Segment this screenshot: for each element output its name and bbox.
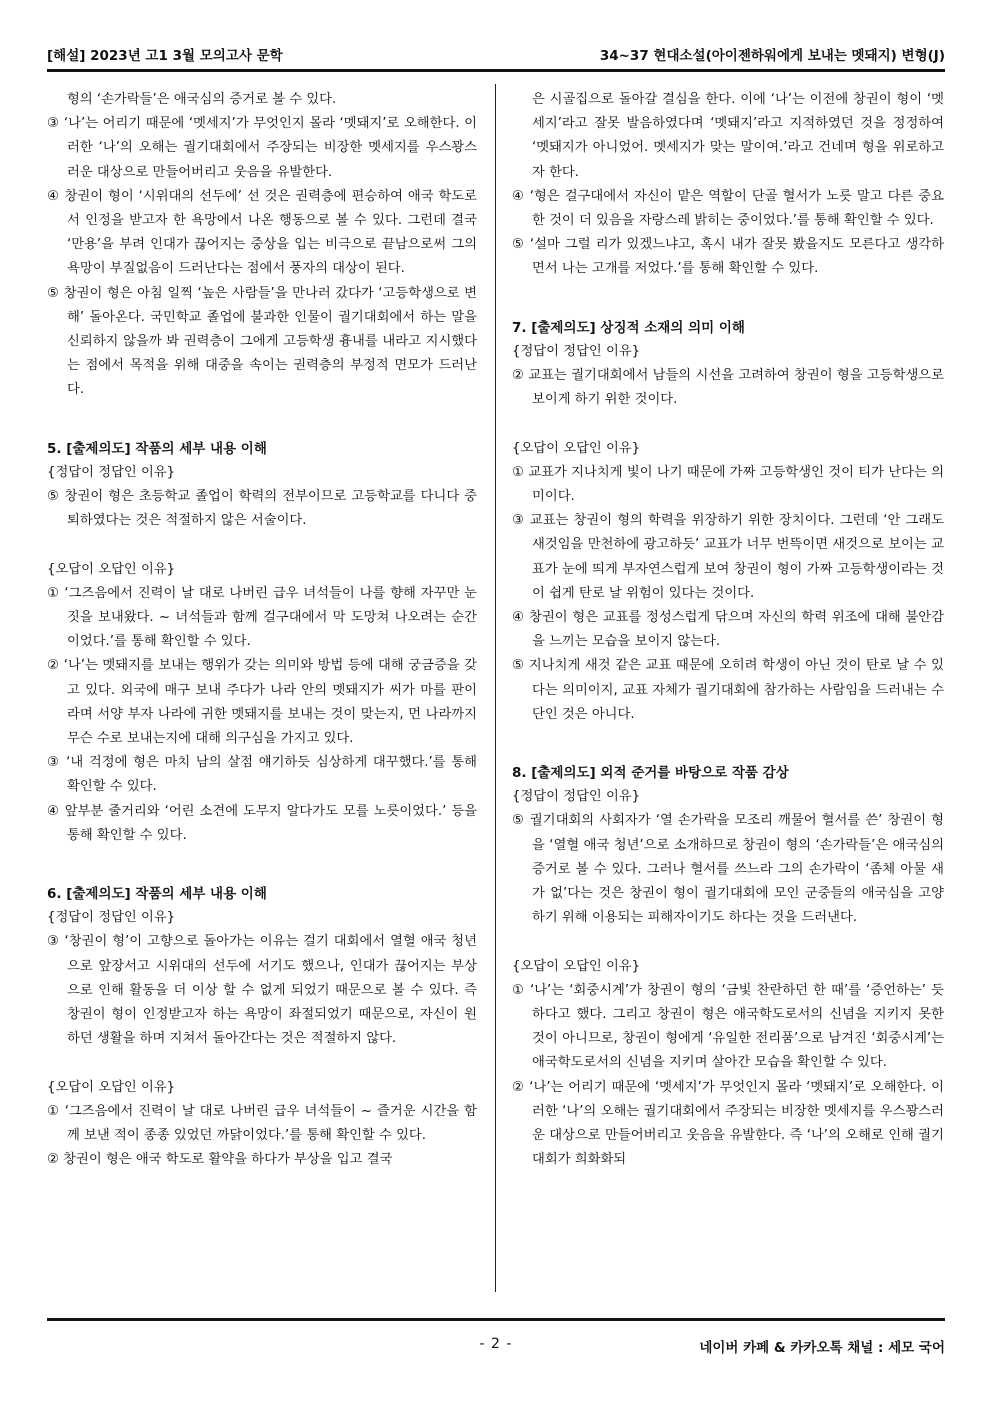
wrong-heading: {오답이 오답인 이유} bbox=[512, 958, 641, 974]
correct-heading: {정답이 정답인 이유} bbox=[47, 910, 176, 926]
column-divider bbox=[495, 84, 496, 1292]
paragraph: 형의 ‘손가락들’은 애국심의 증거로 볼 수 있다. bbox=[67, 92, 337, 107]
wrong-item: ① ‘그즈음에서 진력이 날 대로 나버린 급우 녀석들이 ~ 즐거운 시간을 함께 보낸 적이 종종 있었던 까닭이었다.’를 통해 확인할 수 있다. bbox=[47, 1103, 477, 1144]
wrong-heading: {오답이 오답인 이유} bbox=[512, 440, 641, 456]
page-header bbox=[47, 44, 945, 66]
header-subtitle: 34~37 현대소설(아이젠하워에게 보내는 멧돼지) 변형(J) bbox=[599, 48, 945, 64]
answer-item: ④ ‘형은 걸구대에서 자신이 맡은 역할이 단골 혈서가 노릇 말고 다른 중요한 것이 더 있음을 자랑스레 밝히는 중이었다.’를 통해 확인할 수 있다. bbox=[512, 188, 944, 229]
answer-item: ⑤ 창권이 형은 아침 일찍 ‘높은 사람들’을 만나러 갔다가 ‘고등학생으로 변해’ 돌아온다. 국민학교 졸업에 불과한 인물이 궐기대회에서 하는 말을 신뢰하지 않을까 봐 권력층이 그에게 고등학생 흉내를 내라고 지시했다는 점에서 목적을 위해 대중을 속이는 권력층의 부정적 면모가 드러난다. bbox=[47, 285, 477, 398]
wrong-heading: {오답이 오답인 이유} bbox=[47, 1079, 176, 1095]
footer-rule bbox=[47, 1318, 945, 1321]
header-rule bbox=[47, 69, 945, 72]
correct-heading: {정답이 정답인 이유} bbox=[512, 789, 641, 805]
paragraph: 은 시골집으로 돌아갈 결심을 한다. 이에 ‘나’는 이전에 창권이 형이 ‘멧세지’라고 잘못 발음하였다며 ‘멧돼지’라고 지적하였던 것을 정정하여 ‘멧돼지가 아니었어. 멧세지가 맞는 말이여.’라고 건네며 형을 위로하고자 한다. bbox=[532, 92, 944, 180]
correct-heading: {정답이 정답인 이유} bbox=[47, 464, 176, 480]
footer-channel: 네이버 카페 & 카카오톡 채널 : 세모 국어 bbox=[699, 1340, 945, 1356]
wrong-item: ① 교표가 지나치게 빛이 나기 때문에 가짜 고등학생인 것이 티가 난다는 의미이다. bbox=[512, 464, 944, 505]
wrong-item: ① ‘나’는 ‘회중시계’가 창권이 형의 ‘금빛 찬란하던 한 때’를 ‘증언하는’ 듯하다고 했다. 그리고 창권이 형은 애국학도로서의 신념을 지키지 못한 것이 아니므로, 창권이 형에게 ‘유일한 전리품’으로 남겨진 ‘회중시계’는 애국학도로서의 신념을 지키며 살아간 모습을 확인할 수 있다. bbox=[512, 982, 944, 1071]
answer-item: ③ ‘나’는 어리기 때문에 ‘멧세지’가 무엇인지 몰라 ‘멧돼지’로 오해한다. 이러한 ‘나’의 오해는 궐기대회에서 주장되는 비장한 멧세지를 우스꽝스러운 대상으로 만들어버리고 웃음을 유발한다. bbox=[47, 116, 477, 180]
wrong-item: ④ 앞부분 줄거리와 ‘어린 소견에 도무지 알다가도 모를 노릇이었다.’ 등을 통해 확인할 수 있다. bbox=[47, 803, 477, 843]
correct-item: ③ ‘창권이 형’이 고향으로 돌아가는 이유는 걸기 대회에서 열혈 애국 청년으로 앞장서고 시위대의 선두에 서기도 했으나, 인대가 끊어지는 부상으로 인해 활동을 더 이상 할 수 없게 되었기 때문으로 볼 수 있다. 즉 창권이 형이 인정받고자 하는 욕망이 좌절되었기 때문으로, 자신이 원하던 생활을 하며 지쳐서 돌아간다는 것은 적절하지 않다. bbox=[47, 934, 477, 1047]
wrong-item: ③ 교표는 창권이 형의 학력을 위장하기 위한 장치이다. 그런데 ‘안 그래도 새것임을 만천하에 광고하듯’ 교표가 너무 번뜩이면 새것으로 보이는 교표가 눈에 띄게 부자연스럽게 보여 창권이 형이 가짜 고등학생이라는 것이 쉽게 탄로 날 위험이 있다는 것이다. bbox=[512, 513, 944, 601]
wrong-heading: {오답이 오답인 이유} bbox=[47, 561, 176, 577]
question-7-title: 7. [출제의도] 상징적 소재의 의미 이해 bbox=[512, 319, 745, 336]
page-number: - 2 - bbox=[479, 1336, 513, 1352]
question-6-title: 6. [출제의도] 작품의 세부 내용 이해 bbox=[47, 886, 267, 903]
answer-item: ⑤ ‘설마 그럴 리가 있겠느냐고, 혹시 내가 잘못 봤을지도 모른다고 생각하면서 나는 고개를 저었다.’를 통해 확인할 수 있다. bbox=[512, 237, 944, 277]
correct-item: ② 교표는 궐기대회에서 남들의 시선을 고려하여 창권이 형을 고등학생으로 보이게 하기 위한 것이다. bbox=[512, 368, 944, 408]
question-8-title: 8. [출제의도] 외적 준거를 바탕으로 작품 감상 bbox=[512, 765, 789, 782]
wrong-item: ④ 창권이 형은 교표를 정성스럽게 닦으며 자신의 학력 위조에 대해 불안감을 느끼는 모습을 보이지 않는다. bbox=[512, 610, 944, 650]
wrong-item: ③ ‘내 걱정에 형은 마치 남의 살점 얘기하듯 심상하게 대꾸했다.’를 통해 확인할 수 있다. bbox=[47, 755, 477, 795]
wrong-item: ② ‘나’는 어리기 때문에 ‘멧세지’가 무엇인지 몰라 ‘멧돼지’로 오해한다. 이러한 ‘나’의 오해는 궐기대회에서 주장되는 비장한 멧세지를 우스꽝스러운 대상으로 만들어버리고 웃음을 유발한다. 즉 ‘나’의 오해로 인해 궐기대회가 희화화되 bbox=[512, 1079, 944, 1168]
wrong-item: ① ‘그즈음에서 진력이 날 대로 나버린 급우 녀석들이 나를 향해 자꾸만 눈짓을 보내왔다. ~ 녀석들과 함께 걸구대에서 막 도망쳐 나오려는 순간이었다.’를 통해 확인할 수 있다. bbox=[47, 585, 477, 650]
correct-item: ⑤ 창권이 형은 초등학교 졸업이 학력의 전부이므로 고등학교를 다니다 중퇴하였다는 것은 적절하지 않은 서술이다. bbox=[47, 489, 477, 529]
correct-heading: {정답이 정답인 이유} bbox=[512, 343, 641, 359]
wrong-item: ② 창권이 형은 애국 학도로 활약을 하다가 부상을 입고 결국 bbox=[47, 1152, 393, 1168]
wrong-item: ⑤ 지나치게 새것 같은 교표 때문에 오히려 학생이 아닌 것이 탄로 날 수 있다는 의미이지, 교표 자체가 궐기대회에 참가하는 사람임을 드러내는 수단인 것은 아니다. bbox=[512, 658, 944, 722]
left-column bbox=[47, 88, 477, 1173]
right-column bbox=[512, 88, 944, 1173]
wrong-item: ② ‘나’는 멧돼지를 보내는 행위가 갖는 의미와 방법 등에 대해 궁금증을 갖고 있다. 외국에 매구 보내 주다가 나라 안의 멧돼지가 씨가 마를 판이라며 서양 부자 나라에 귀한 멧돼지를 보내는 것이 맞는지, 먼 나라까지 무슨 수로 보내는지에 대해 의구심을 가지고 있다. bbox=[47, 658, 477, 747]
answer-item: ④ 창권이 형이 ‘시위대의 선두에’ 선 것은 권력층에 편승하여 애국 학도로서 인정을 받고자 한 욕망에서 나온 행동으로 볼 수 있다. 그런데 결국 ‘만용’을 부려 인대가 끊어지는 중상을 입는 비극으로 끝남으로써 그의 욕망이 부질없음이 드러난다는 점에서 풍자의 대상이 된다. bbox=[47, 188, 477, 277]
correct-item: ⑤ 궐기대회의 사회자가 ‘열 손가락을 모조리 깨물어 혈서를 쓴’ 창권이 형을 ‘열혈 애국 청년’으로 소개하므로 창권이 형의 ‘손가락들’은 애국심의 증거로 볼 수 있다. 그러나 혈서를 쓰느라 그의 손가락이 ‘좀체 아물 새가 없’다는 것은 창권이 형이 궐기대회에 모인 군중들의 애국심을 고양하기 위해 이용되는 피해자이기도 하다는 것을 드러낸다. bbox=[512, 813, 944, 926]
header-title: [해설] 2023년 고1 3월 모의고사 문학 bbox=[47, 48, 283, 64]
question-5-title: 5. [출제의도] 작품의 세부 내용 이해 bbox=[47, 440, 267, 457]
